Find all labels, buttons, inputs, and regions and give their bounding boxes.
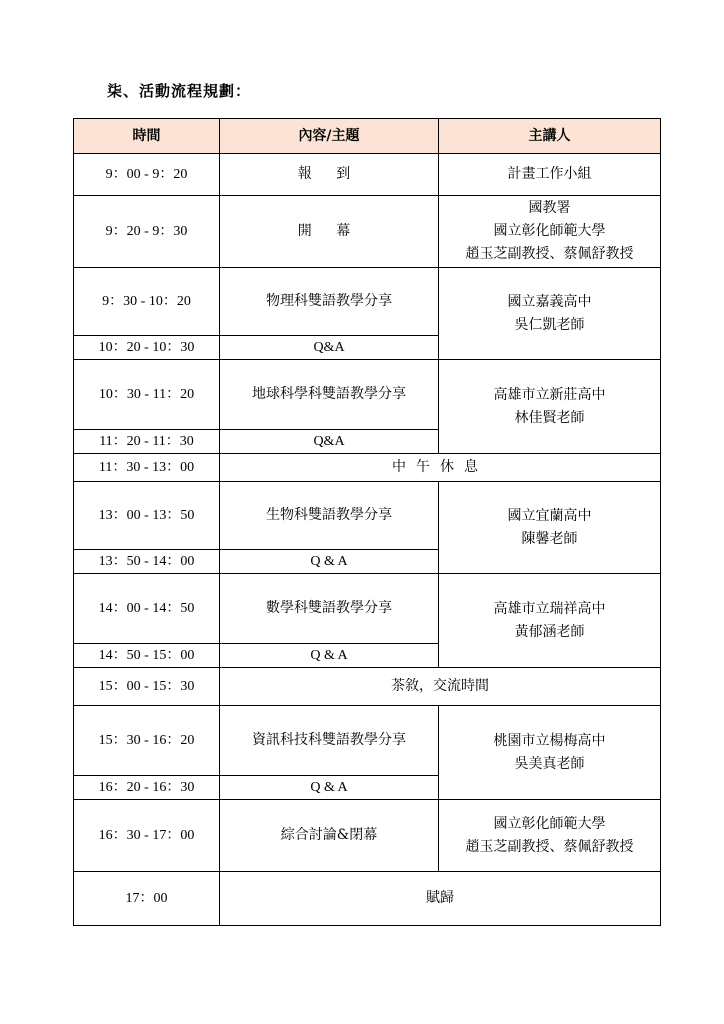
content-cell: 報 到 [220,154,439,196]
table-row [74,482,661,550]
table-row [74,872,661,926]
speaker-line: 國立彰化師範大學 [493,223,606,239]
speaker-line: 桃園市立楊梅高中 [493,732,606,749]
speaker-line: 國立彰化師範大學 [493,815,606,832]
time-cell: 10：30 - 11：20 [74,360,220,430]
speaker-line: 高雄市立瑞祥高中 [493,600,606,617]
schedule-table [73,118,661,926]
table-header-row [74,119,661,154]
time-cell: 10：20 - 10：30 [74,336,220,360]
table-row [74,574,661,644]
speaker-line: 國立宜蘭高中 [507,507,592,524]
content-cell: Q & A [220,550,439,574]
time-cell: 9：00 - 9：20 [74,154,220,196]
content-cell: Q & A [220,776,439,800]
time-cell: 11：20 - 11：30 [74,430,220,454]
content-cell: 茶敘，交流時間 [220,668,661,706]
speaker-line: 吳仁凱老師 [514,316,585,333]
time-cell: 16：30 - 17：00 [74,800,220,872]
content-cell: Q & A [220,644,439,668]
time-cell: 16：20 - 16：30 [74,776,220,800]
column-header-content: 內容/主題 [220,119,439,154]
table-row [74,196,661,268]
section-heading: 柒、活動流程規劃： [107,82,252,100]
speaker-line: 林佳賢老師 [514,409,585,426]
speaker-cell [439,196,661,268]
content-cell: 物理科雙語教學分享 [220,268,439,336]
table-row [74,454,661,482]
speaker-cell [439,800,661,872]
time-cell: 15：00 - 15：30 [74,668,220,706]
time-cell: 17：00 [74,872,220,926]
content-cell: 賦歸 [220,872,661,926]
time-cell: 9：30 - 10：20 [74,268,220,336]
table-row [74,268,661,336]
speaker-cell: 計畫工作小組 [439,154,661,196]
content-cell: 資訊科技科雙語教學分享 [220,706,439,776]
content-cell: 生物科雙語教學分享 [220,482,439,550]
content-cell: 地球科學科雙語教學分享 [220,360,439,430]
speaker-line: 國立嘉義高中 [507,293,592,310]
speaker-line: 黃郁涵老師 [514,623,585,640]
speaker-cell [439,574,661,668]
content-cell: Q&A [220,430,439,454]
content-cell: 綜合討論&閉幕 [220,800,439,872]
speaker-line: 趙玉芝副教授、蔡佩舒教授 [465,838,634,855]
content-cell: 中午休息 [220,454,661,482]
content-cell: Q&A [220,336,439,360]
table-row [74,360,661,430]
speaker-line: 高雄市立新莊高中 [493,386,606,403]
speaker-cell [439,360,661,454]
speaker-cell [439,268,661,360]
column-header-speaker: 主講人 [439,119,661,154]
speaker-cell [439,706,661,800]
speaker-line: 國教署 [528,200,571,216]
table-row [74,668,661,706]
speaker-line: 吳美真老師 [514,755,585,772]
column-header-time: 時間 [74,119,220,154]
time-cell: 13：50 - 14：00 [74,550,220,574]
table-row [74,800,661,872]
time-cell: 13：00 - 13：50 [74,482,220,550]
time-cell: 14：50 - 15：00 [74,644,220,668]
time-cell: 11：30 - 13：00 [74,454,220,482]
content-cell: 數學科雙語教學分享 [220,574,439,644]
speaker-line: 陳馨老師 [521,530,578,547]
table-row [74,154,661,196]
table-row [74,706,661,776]
time-cell: 9：20 - 9：30 [74,196,220,268]
speaker-cell [439,482,661,574]
speaker-line: 趙玉芝副教授、蔡佩舒教授 [465,246,634,262]
time-cell: 14：00 - 14：50 [74,574,220,644]
time-cell: 15：30 - 16：20 [74,706,220,776]
content-cell: 開 幕 [220,196,439,268]
